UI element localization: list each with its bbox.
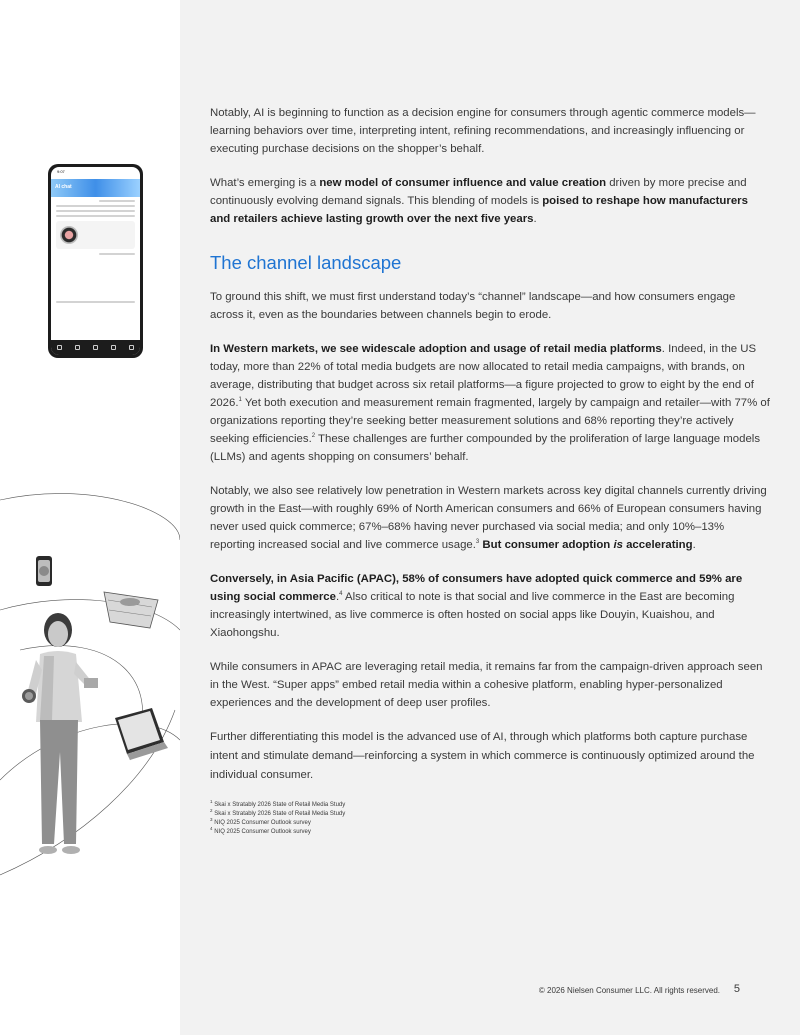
paragraph-low-penetration — [210, 482, 770, 554]
search-icon — [75, 345, 80, 350]
footnotes — [210, 801, 770, 837]
text-run: . — [692, 539, 696, 551]
phone-illustration — [48, 164, 143, 358]
footnote-item: $^1$ Skai x Stratably 2026 State of Retail Media Study — [210, 799, 346, 808]
phone-chat-banner: AI chat — [51, 179, 140, 197]
illustration-panel — [0, 0, 180, 1035]
bold-run: accelerating — [622, 539, 693, 551]
profile-icon — [129, 345, 134, 350]
phone-screen — [51, 167, 140, 355]
chat-bubble — [99, 253, 135, 255]
paragraph-apac — [210, 570, 770, 642]
text-run: Also critical to note is that social and live commerce in the East are becoming increasingly intertwined, as live commerce is often hosted on social apps like Douyin, Kuaishou, and Xiaohongshu. — [210, 591, 735, 639]
phone-nav-bar — [51, 340, 140, 355]
text-run: . — [335, 591, 340, 603]
article-body — [210, 104, 770, 837]
footnote-ref: 1 — [238, 397, 242, 404]
chat-line — [56, 205, 135, 207]
product-card — [56, 221, 135, 249]
laptop-icon — [115, 708, 168, 760]
mini-phone-icon — [36, 556, 52, 586]
bold-run: new model of consumer influence and value creation — [319, 177, 607, 189]
bold-run: poised to reshape how manufacturers and retailers achieve lasting growth over the next five years — [210, 195, 748, 225]
bold-run: Conversely, in Asia Pacific (APAC), 58% of consumers have adopted quick commerce and 59% are using social commerce — [210, 573, 743, 603]
text-run: Yet both execution and measurement remain fragmented, largely by campaign and retailer—with 77% of organizations reporting they’re seeking better measurement solutions and 68% reporting they’re actively seeking efficiencies. — [210, 397, 770, 445]
copyright-footer: © 2026 Nielsen Consumer LLC. All rights reserved. — [538, 986, 720, 995]
main-content-area — [180, 0, 800, 1035]
section-heading: The channel landscape — [210, 252, 402, 273]
home-icon — [57, 345, 62, 350]
chat-bubble — [99, 200, 135, 202]
woman-shopper-illustration — [18, 612, 100, 867]
phone-status-bar: 9:07 — [57, 169, 65, 174]
paragraph-ai-differentiation: Further differentiating this model is the advanced use of AI, through which platforms both capture purchase intent and stimulate demand—reinforcing a system in which commerce is continuously optimized around the individual consumer. — [210, 731, 755, 781]
paragraph-channel-intro: To ground this shift, we must first understand today’s “channel” landscape—and how consumers engage across it, even as the boundaries between channels begin to erode. — [210, 291, 736, 321]
footnote-ref: 4 — [339, 591, 343, 598]
page-number: 5 — [733, 983, 740, 995]
chat-input — [56, 301, 135, 303]
chat-line — [56, 210, 135, 212]
bold-run: But consumer adoption — [479, 539, 614, 551]
footnote-item: $^2$ Skai x Stratably 2026 State of Retail Media Study — [210, 808, 346, 817]
add-icon — [93, 345, 98, 350]
paragraph-western-markets — [210, 340, 770, 466]
text-run: . — [533, 213, 537, 225]
text-run: driven by more precise and continuously evolving demand signals. This blending of models is — [210, 177, 747, 207]
footnote-ref: 3 — [475, 539, 480, 546]
paragraph-agentic-commerce: Notably, AI is beginning to function as a decision engine for consumers through agentic commerce models—learning behaviors over time, interpreting intent, refining recommendations, and increasingly influencing or executing purchase decisions on the shopper’s behalf. — [210, 107, 756, 155]
chat-icon — [111, 345, 116, 350]
text-run: What’s emerging is a — [210, 177, 320, 189]
text-run: These challenges are further compounded by the proliferation of large language models (LLMs) and agents shopping on consumers’ behalf. — [210, 433, 761, 463]
footnote-item: $^3$ NIQ 2025 Consumer Outlook survey — [210, 817, 311, 826]
chat-line — [56, 215, 135, 217]
text-run: Notably, we also see relatively low penetration in Western markets across key digital channels currently driving growth in the East—with roughly 69% of North American consumers and 66% of European consumers having never used quick commerce; 67%–68% having never purchased via social media; and only 10%–13% reporting increased social and live commerce usage. — [210, 485, 767, 551]
text-run: . Indeed, in the US today, more than 22% of total media budgets are now allocated to retail media campaigns, with brands, on average, distributing that budget across six retail platforms—a figure projected to grow to eight by the end of 2026. — [210, 343, 757, 409]
bold-italic-run: is — [613, 539, 623, 551]
footnote-item: $^4$ NIQ 2025 Consumer Outlook survey — [210, 826, 311, 835]
compact-icon — [60, 226, 78, 244]
bold-run: In Western markets, we see widescale adoption and usage of retail media platforms — [210, 343, 662, 355]
paragraph-new-model — [210, 174, 770, 228]
shopping-basket-icon — [104, 592, 158, 628]
paragraph-super-apps: While consumers in APAC are leveraging retail media, it remains far from the campaign-driven approach seen in the West. “Super apps” embed retail media within a cohesive platform, enabling hyper-personalized experiences and the development of deep user profiles. — [210, 661, 763, 709]
footnote-ref: 2 — [311, 433, 316, 440]
